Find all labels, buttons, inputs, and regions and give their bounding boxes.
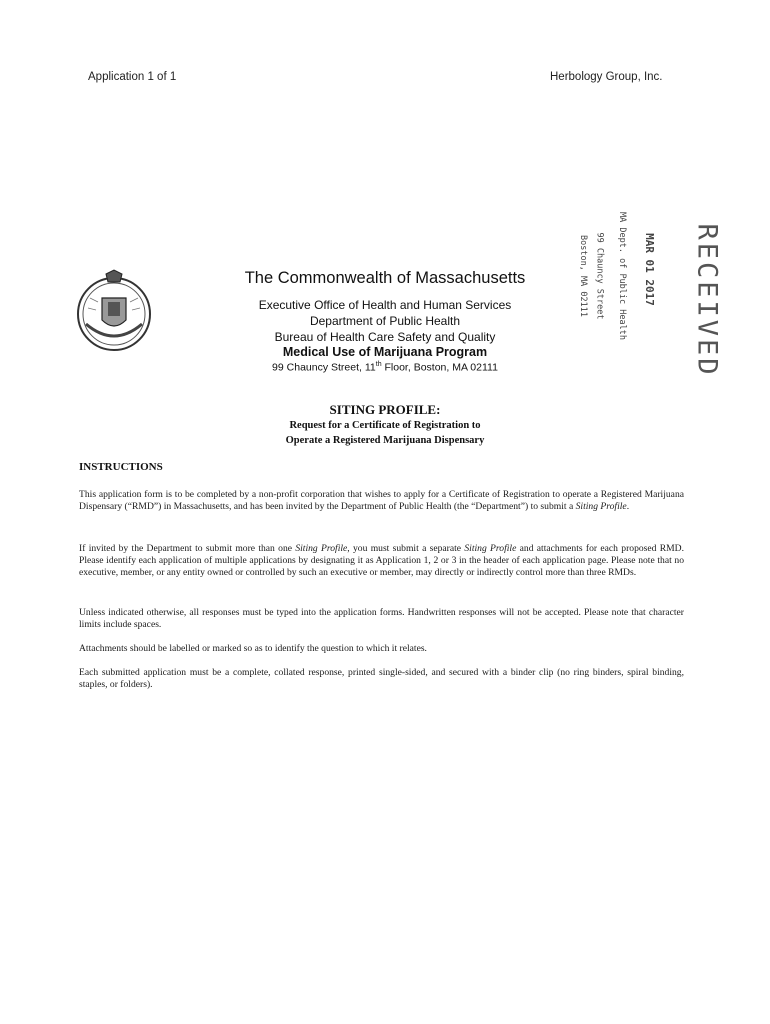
instructions-paragraph-5: Each submitted application must be a complete, collated response, printed single-sided, and secured with a binder clip (no ring binders, spiral binding, staples, or folders). <box>79 667 684 690</box>
agency-department: Department of Public Health <box>309 314 461 328</box>
agency-title: The Commonwealth of Massachusetts <box>244 269 526 287</box>
header-application-number: Application 1 of 1 <box>88 71 177 83</box>
form-subtitle-line-2: Operate a Registered Marijuana Dispensary <box>285 435 485 446</box>
agency-address: 99 Chauncy Street, 11th Floor, Boston, MA 02111 <box>272 361 498 374</box>
instructions-paragraph-1: This application form is to be completed by a non-profit corporation that wishes to apply for a Certificate of Registration to operate a Registered Marijuana Dispensary (“RMD”) in Massachusetts, and has been invited by the Department of Public Health (the “Department”) to submit a Siting Profile. <box>79 489 684 512</box>
agency-office: Executive Office of Health and Human Services <box>258 298 512 312</box>
program-name: Medical Use of Marijuana Program <box>282 345 488 359</box>
instructions-paragraph-2: If invited by the Department to submit more than one Siting Profile, you must submit a separate Siting Profile and attachments for each proposed RMD. Please identify each application of multiple applications by designating it as Application 1, 2 or 3 in the header of each application page. Please note that no executive, member, or any entity owned or controlled by such an executive or member, may directly or indirectly control more than three RMDs. <box>79 543 685 578</box>
received-stamp <box>577 205 738 405</box>
stamp-date: MAR 01 2017 <box>642 233 656 306</box>
form-subtitle-line-1: Request for a Certificate of Registration to <box>289 420 481 431</box>
massachusetts-seal-icon <box>72 268 156 352</box>
header-applicant-name: Herbology Group, Inc. <box>550 71 663 83</box>
stamp-line-3: Boston, MA 02111 <box>577 235 588 317</box>
form-title: SITING PROFILE: <box>329 402 441 417</box>
stamp-line-2: 99 Chauncy Street <box>594 232 605 320</box>
stamp-line-1: MA Dept. of Public Health <box>616 212 627 340</box>
instructions-paragraph-3: Unless indicated otherwise, all responses must be typed into the application forms. Handwritten responses will not be accepted. Please note that character limits include spaces. <box>79 607 684 630</box>
agency-bureau: Bureau of Health Care Safety and Quality <box>274 330 496 344</box>
stamp-received-text: RECEIVED <box>691 223 723 378</box>
instructions-heading: INSTRUCTIONS <box>79 461 163 473</box>
instructions-paragraph-4: Attachments should be labelled or marked so as to identify the question to which it relates. <box>79 643 427 654</box>
